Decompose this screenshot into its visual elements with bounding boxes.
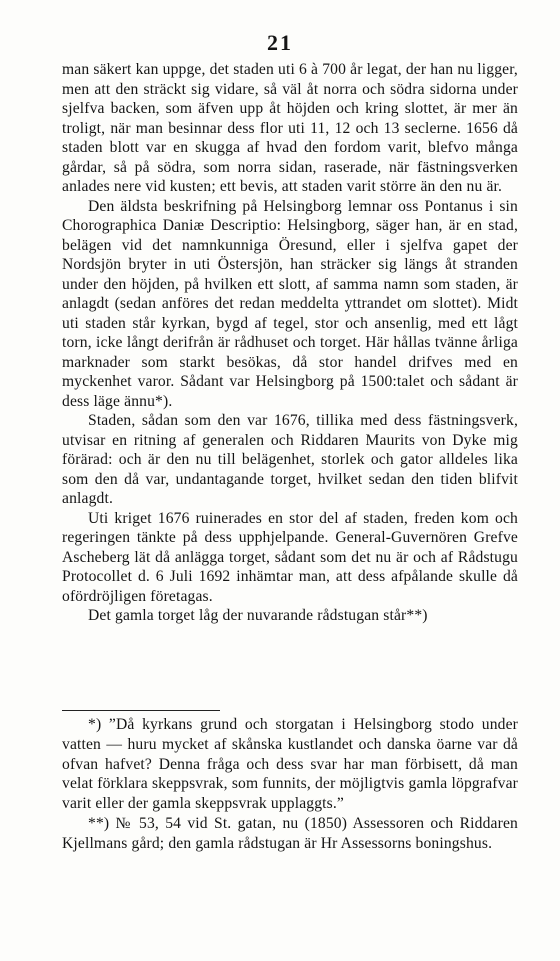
paragraph-1: man säkert kan uppge, det staden uti 6 à 700 år legat, der han nu ligger, men att den sträckt sig vidare, så väl åt norra och södra sidorna under sjelfva backen, som äfven upp åt höjden och kring slottet, är mer än troligt, när man besinnar dess flor uti 11, 12 och 13 seclerne. 1656 då staden blott var en skugga af hvad den fordom varit, blefvo många gårdar, så på södra, som norra sidan, raserade, när fästningsverken anlades nere vid kusten; ett bevis, att staden varit större än den nu är. <box>62 61 518 195</box>
footnote-divider <box>62 710 220 711</box>
paragraph-5: Det gamla torget låg der nuvarande rådstugan står**) <box>88 607 428 624</box>
footnotes <box>62 715 518 854</box>
footnote-2: **) № 53, 54 vid St. gatan, nu (1850) Assessoren och Riddaren Kjellmans gård; den gamla rådstugan är Hr Assessorns boningshus. <box>62 814 518 852</box>
page-number: 21 <box>267 30 293 55</box>
main-text <box>62 60 518 626</box>
paragraph-3: Staden, sådan som den var 1676, tillika med dess fästningsverk, utvisar en ritning af generalen och Riddaren Maurits von Dyke mig förärad: och är den nu till belägenhet, storlek och gator alldeles lika som den då var, undantagande torget, hvilket sedan den tiden blifvit anlagdt. <box>62 412 518 507</box>
footnote-1: *) ”Då kyrkans grund och storgatan i Helsingborg stodo under vatten — huru mycket af skånska kustlandet och danska öarne var då ofvan hafvet? Denna fråga och dess svar har man förbisett, då man velat förklara skeppsvrak, som funnits, der möjligtvis gamla löpgrafvar varit eller der gamla skeppsvrak upplaggts.” <box>62 716 518 813</box>
paragraph-4: Uti kriget 1676 ruinerades en stor del af staden, freden kom och regeringen tänkte på dess upphjelpande. General-Guvernören Grefve Ascheberg lät då anlägga torget, sådant som det nu är och af Rådstugu Protocollet d. 6 Juli 1692 inhämtar man, att dess afpålande skulle då ofördröjligen företagas. <box>62 509 518 605</box>
paragraph-2: Den äldsta beskrifning på Helsingborg lemnar oss Pontanus i sin Chorographica Daniæ Descriptio: Helsingborg, säger han, är en stad, belägen vid det namnkunniga Öresund, eller i sjelfva gapet der Nordsjön bryter in uti Östersjön, han sträcker sig längs åt stranden under den höjden, på hvilken ett slott, af samma namn som staden, är anlagdt (sedan anföres det redan meddelta yttrandet om slottet). Midt uti staden står kyrkan, bygd af tegel, stor och ansenlig, med ett lågt torn, icke långt derifrån är rådhuset och torget. Här hållas tvänne årliga marknader som starkt besökas, då stor handel drifves med en myckenhet varor. Sådant var Helsingborg på 1500:talet och sådant är dess läge ännu*). <box>62 197 518 410</box>
